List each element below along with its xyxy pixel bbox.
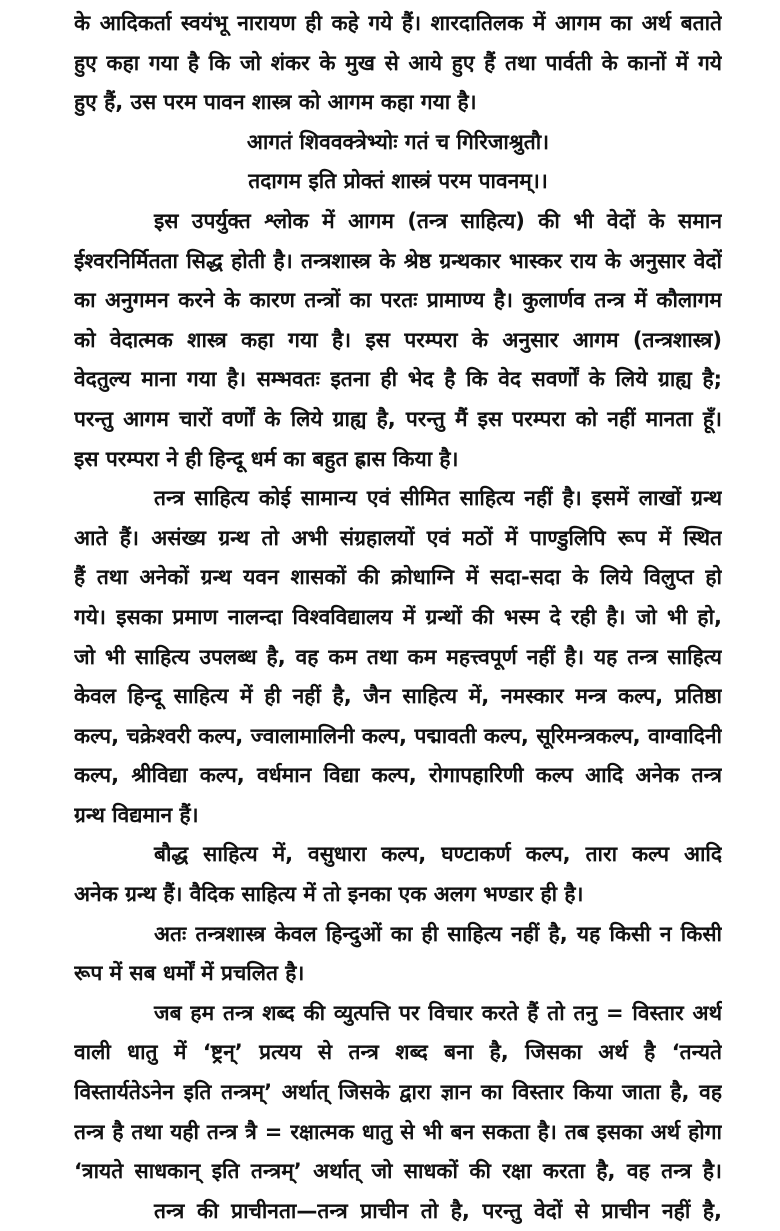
verse-line: तदागम इति प्रोक्तं शास्त्रं परम पावनम्।।	[248, 169, 548, 194]
text-line: बौद्ध साहित्य में, वसुधारा कल्प, घण्टाकर्ण कल्प, तारा कल्प आदि	[154, 842, 722, 867]
text-line: आते हैं। असंख्य ग्रन्थ तो अभी संग्रहालयों एवं मठों में पाण्डुलिपि रूप में स्थित	[74, 525, 722, 550]
text-line: तन्त्र है तथा यही तन्त्र त्रै = रक्षात्मक धातु से भी बन सकता है। तब इसका अर्थ होगा	[74, 1119, 722, 1144]
text-line: हुए कहा गया है कि जो शंकर के मुख से आये हुए हैं तथा पार्वती के कानों में गये	[74, 50, 722, 75]
paragraph-tantra-literature	[74, 479, 722, 835]
text-line: इस उपर्युक्त श्लोक में आगम (तन्त्र साहित्य) की भी वेदों के समान	[154, 208, 722, 233]
paragraph-etymology	[74, 994, 722, 1192]
paragraph-intro	[74, 4, 722, 123]
text-line: इस परम्परा ने ही हिन्दू धर्म का बहुत ह्रास किया है।	[74, 446, 459, 471]
text-line: ईश्वरनिर्मितता सिद्ध होती है। तन्त्रशास्त्र के श्रेष्ठ ग्रन्थकार भास्कर राय के अनुसार वेदों	[74, 248, 722, 273]
text-line: जो भी साहित्य उपलब्ध है, वह कम तथा कम महत्त्वपूर्ण नहीं है। यह तन्त्र साहित्य	[74, 644, 722, 669]
paragraph-buddhist	[74, 835, 722, 914]
text-line: गये। इसका प्रमाण नालन्दा विश्वविद्यालय में ग्रन्थों की भस्म दे रही है। जो भी हो,	[74, 604, 722, 629]
text-line: को वेदात्मक शास्त्र कहा गया है। इस परम्परा के अनुसार आगम (तन्त्रशास्त्र)	[74, 327, 722, 352]
text-line: हुए हैं, उस परम पावन शास्त्र को आगम कहा गया है।	[74, 90, 477, 115]
text-line: रूप में सब धर्मों में प्रचलित है।	[74, 961, 305, 986]
text-line: हैं तथा अनेकों ग्रन्थ यवन शासकों की क्रोधाग्नि में सदा-सदा के लिये विलुप्त हो	[74, 565, 722, 590]
text-line	[74, 1192, 722, 1231]
section-heading: तन्त्र की प्राचीनता	[154, 1198, 297, 1223]
paragraph-all-religions	[74, 915, 722, 994]
sanskrit-verse	[74, 123, 722, 202]
text-line: ‘त्रायते साधकान् इति तन्त्रम्’ अर्थात् जो साधकों की रक्षा करता है, वह तन्त्र है।	[74, 1159, 722, 1184]
text-line: केवल हिन्दू साहित्य में ही नहीं है, जैन साहित्य में, नमस्कार मन्त्र कल्प, प्रतिष्ठा	[74, 684, 722, 709]
text-line: अनेक ग्रन्थ हैं। वैदिक साहित्य में तो इनका एक अलग भण्डार ही है।	[74, 882, 584, 907]
text-line: के आदिकर्ता स्वयंभू नारायण ही कहे गये हैं। शारदातिलक में आगम का अर्थ बताते	[74, 11, 722, 35]
text-line: जब हम तन्त्र शब्द की व्युत्पत्ति पर विचार करते हैं तो तनु = विस्तार अर्थ	[154, 1000, 722, 1025]
paragraph-agama	[74, 202, 722, 479]
verse-line: आगतं शिववक्त्रेभ्योः गतं च गिरिजाश्रुतौ।	[246, 129, 550, 154]
text-line: परन्तु आगम चारों वर्णों के लिये ग्राह्य है, परन्तु मैं इस परम्परा को नहीं मानता हूँ।	[74, 406, 722, 431]
text-line: अतः तन्त्रशास्त्र केवल हिन्दुओं का ही साहित्य नहीं है, यह किसी न किसी	[154, 921, 722, 946]
text-line: कल्प, चक्रेश्वरी कल्प, ज्वालामालिनी कल्प, पद्मावती कल्प, सूरिमन्त्रकल्प, वाग्वादिनी	[74, 723, 722, 748]
text-line: ग्रन्थ विद्यमान हैं।	[74, 802, 199, 827]
text-line: कल्प, श्रीविद्या कल्प, वर्धमान विद्या कल्प, रोगापहारिणी कल्प आदि अनेक तन्त्र	[74, 763, 722, 788]
text-line: विस्तार्यतेऽनेन इति तन्त्रम्’ अर्थात् जिसके द्वारा ज्ञान का विस्तार किया जाता है, वह	[74, 1080, 722, 1105]
paragraph-antiquity	[74, 1192, 722, 1231]
text-line: वेदतुल्य माना गया है। सम्भवतः इतना ही भेद है कि वेद सवर्णों के लिये ग्राह्य है;	[74, 367, 722, 392]
text-run: —तन्त्र प्राचीन तो है, परन्तु वेदों से प्राचीन नहीं है,	[296, 1198, 722, 1223]
text-line: वाली धातु में ‘ष्ट्रन्’ प्रत्यय से तन्त्र शब्द बना है, जिसका अर्थ है ‘तन्यते	[74, 1040, 722, 1065]
text-line: तन्त्र साहित्य कोई सामान्य एवं सीमित साहित्य नहीं है। इसमें लाखों ग्रन्थ	[154, 486, 722, 511]
text-line: का अनुगमन करने के कारण तन्त्रों का परतः प्रामाण्य है। कुलार्णव तन्त्र में कौलागम	[74, 288, 722, 313]
